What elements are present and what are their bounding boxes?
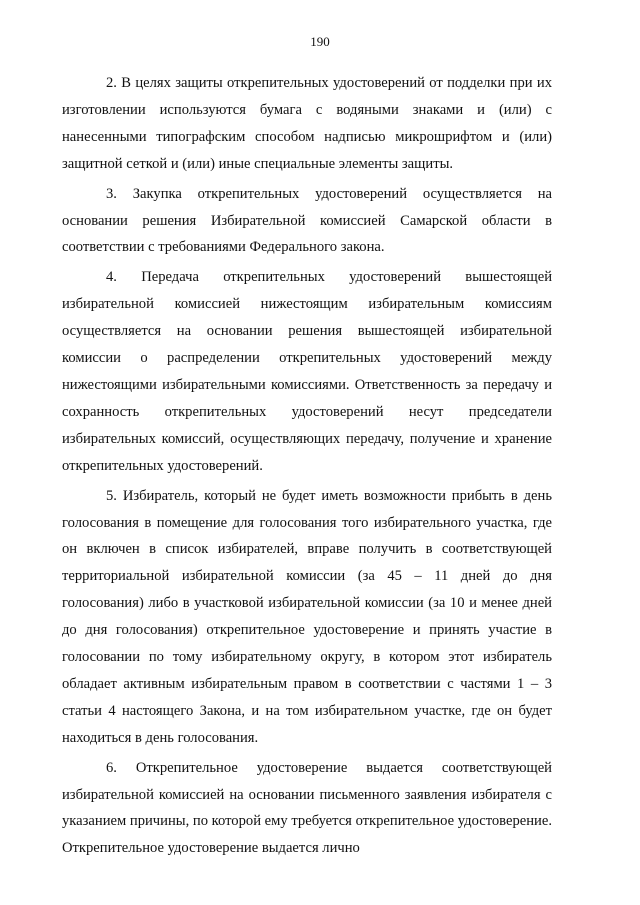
paragraph-3: 3. Закупка открепительных удостоверений осуществляется на основании решения Избирательной комиссией Самарской области в соответствии с требованиями Федерального закона.	[62, 185, 552, 256]
paragraph-6: 6. Открепительное удостоверение выдается соответствующей избирательной комиссией на основании письменного заявления избирателя с указанием причины, по которой ему требуется открепительное удостоверение. Открепительное удостоверение выдается лично	[62, 759, 552, 857]
paragraph-4: 4. Передача открепительных удостоверений вышестоящей избирательной комиссией нижестоящим избирательным комиссиям осуществляется на основании решения вышестоящей избирательной комиссии о распределении открепительных удостоверений между нижестоящими избирательными комиссиями. Ответственность за передачу и сохранность открепительных удостоверений несут председатели избирательных комиссий, осуществляющих передачу, получение и хранение открепительных удостоверений.	[62, 269, 552, 474]
paragraph-5: 5. Избиратель, который не будет иметь возможности прибыть в день голосования в помещение для голосования того избирательного участка, где он включен в список избирателей, вправе получить в соответствующей территориальной избирательной комиссии (за 45 – 11 дней до дня голосования) либо в участковой избирательной комиссии (за 10 и менее дней до дня голосования) открепительное удостоверение и принять участие в голосовании по тому избирательному округу, в котором этот избиратель обладает активным избирательным правом в соответствии с частями 1 – 3 статьи 4 настоящего Закона, и на том избирательном участке, где он будет находиться в день голосования.	[62, 487, 552, 746]
paragraph-2: 2. В целях защиты открепительных удостоверений от подделки при их изготовлении используются бумага с водяными знаками и (или) с нанесенными типографским способом надписью микрошрифтом и (или) защитной сеткой и (или) иные специальные элементы защиты.	[62, 75, 552, 172]
document-body	[62, 70, 552, 865]
page-number: 190	[310, 34, 330, 49]
